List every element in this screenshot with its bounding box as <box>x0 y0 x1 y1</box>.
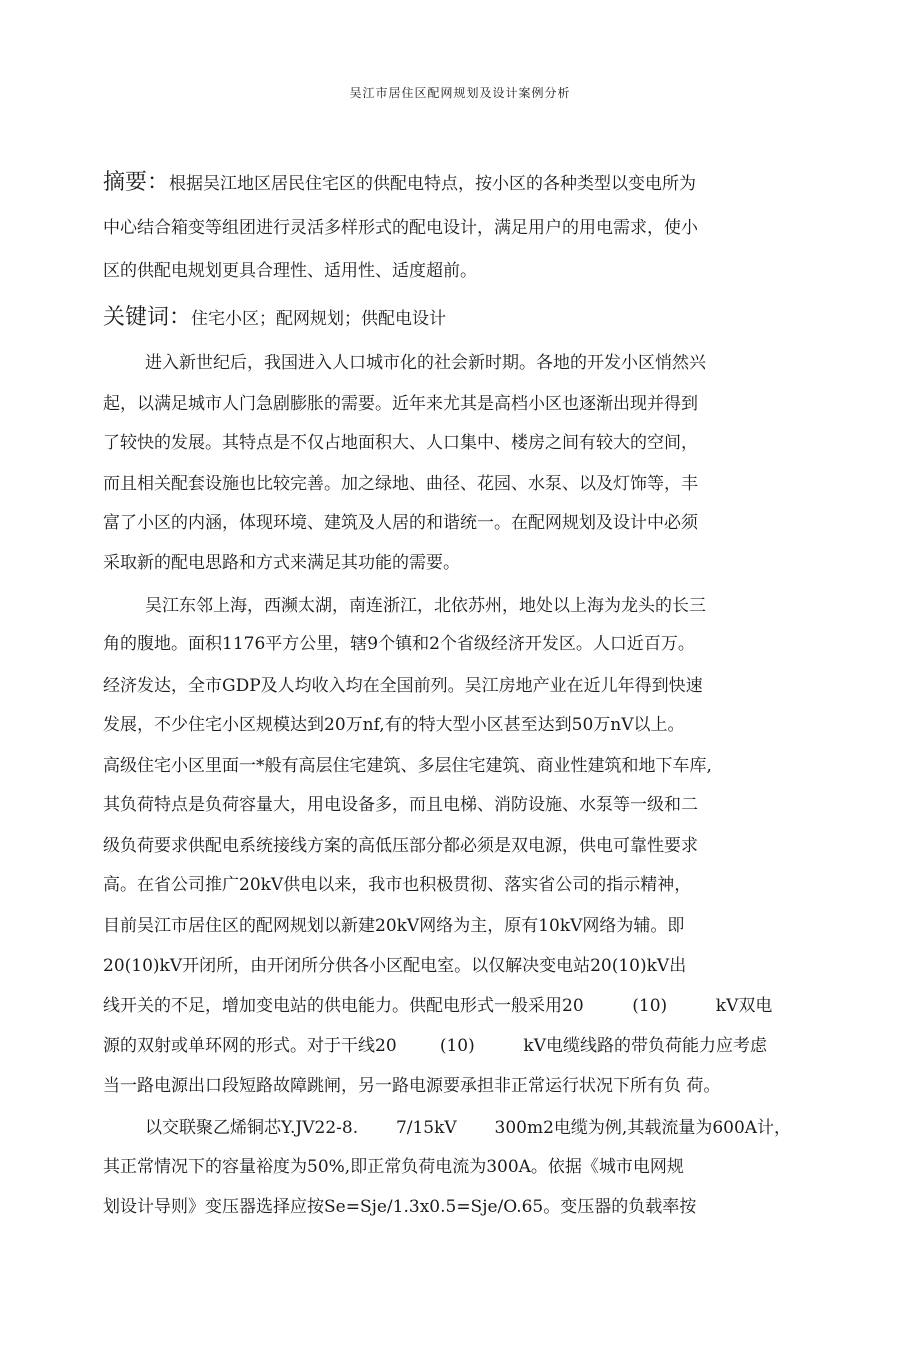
body-line: 而且相关配套设施也比较完善。加之绿地、曲径、花园、水泵、以及灯饰等，丰 <box>103 474 698 494</box>
body-line: 富了小区的内涵，体现环境、建筑及人居的和谐统一。在配网规划及设计中必须 <box>103 513 698 533</box>
body-line: 发展，不少住宅小区规模达到20万nf,有的特大型小区甚至达到50万nV以上。 <box>103 715 685 735</box>
abstract-line-2: 中心结合箱变等组团进行灵活多样形式的配电设计，满足用户的用电需求，使小 <box>103 218 698 238</box>
abstract-line-3: 区的供配电规划更具合理性、适用性、适度超前。 <box>103 261 477 281</box>
body-line: 目前吴江市居住区的配网规划以新建20kV网络为主，原有10kV网络为辅。即 <box>103 916 685 936</box>
keywords-line <box>103 306 446 331</box>
body-line: 了较快的发展。其特点是不仅占地面积大、人口集中、楼房之间有较大的空间， <box>103 433 698 453</box>
abstract-line-1 <box>103 171 696 196</box>
body-line: 吴江东邻上海，西濒太湖，南连浙江，北依苏州，地处以上海为龙头的长三 <box>145 596 706 616</box>
body-line: 当一路电源出口段短路故障跳闸，另一路电源要承担非正常运行状况下所有负 荷。 <box>103 1076 721 1096</box>
body-line: 其负荷特点是负荷容量大，用电设备多，而且电梯、消防设施、水泵等一级和二 <box>103 795 698 815</box>
body-line: 20(10)kV开闭所，由开闭所分供各小区配电室。以仅解决变电站20(10)kV出 <box>103 956 687 976</box>
body-line: 采取新的配电思路和方式来满足其功能的需要。 <box>103 553 460 573</box>
abstract-label: 摘要： <box>103 170 170 195</box>
body-line: 高。在省公司推广20kV供电以来，我市也积极贯彻、落实省公司的指示精神， <box>103 875 692 895</box>
keywords-text: 住宅小区；配网规划；供配电设计 <box>191 309 447 329</box>
body-line: 级负荷要求供配电系统接线方案的高低压部分都必须是双电源，供电可靠性要求 <box>103 836 698 856</box>
body-line: 线开关的不足，增加变电站的供电能力。供配电形式一般采用20 (10) kV双电 <box>103 996 773 1016</box>
body-line: 划设计导则》变压器选择应按Se=Sje/1.3x0.5=Sje/O.65。变压器的负载率按 <box>103 1197 697 1217</box>
body-line: 源的双射或单环网的形式。对于干线20 (10) kV电缆线路的带负荷能力应考虑 <box>103 1036 767 1056</box>
body-line: 进入新世纪后，我国进入人口城市化的社会新时期。各地的开发小区悄然兴 <box>145 353 706 373</box>
body-line: 角的腹地。面积1176平方公里，辖9个镇和2个省级经济开发区。人口近百万。 <box>103 634 695 654</box>
body-line: 以交联聚乙烯铜芯Y.JV22-8. 7/15kV 300m2电缆为例,其载流量为600A计， <box>145 1118 792 1138</box>
body-line: 其正常情况下的容量裕度为50%,即正常负荷电流为300A。依据《城市电网规 <box>103 1157 684 1177</box>
page-title: 吴江市居住区配网规划及设计案例分析 <box>349 86 571 100</box>
body-line: 经济发达，全市GDP及人均收入均在全国前列。吴江房地产业在近儿年得到快速 <box>103 676 703 696</box>
body-line: 起，以满足城市人门急剧膨胀的需要。近年来尤其是高档小区也逐渐出现并得到 <box>103 394 698 414</box>
body-line: 高级住宅小区里面一*般有高层住宅建筑、多层住宅建筑、商业性建筑和地下车库, <box>103 756 712 776</box>
abstract-text-1: 根据吴江地区居民住宅区的供配电特点，按小区的各种类型以变电所为 <box>169 174 697 194</box>
keywords-label: 关键词： <box>103 305 192 330</box>
